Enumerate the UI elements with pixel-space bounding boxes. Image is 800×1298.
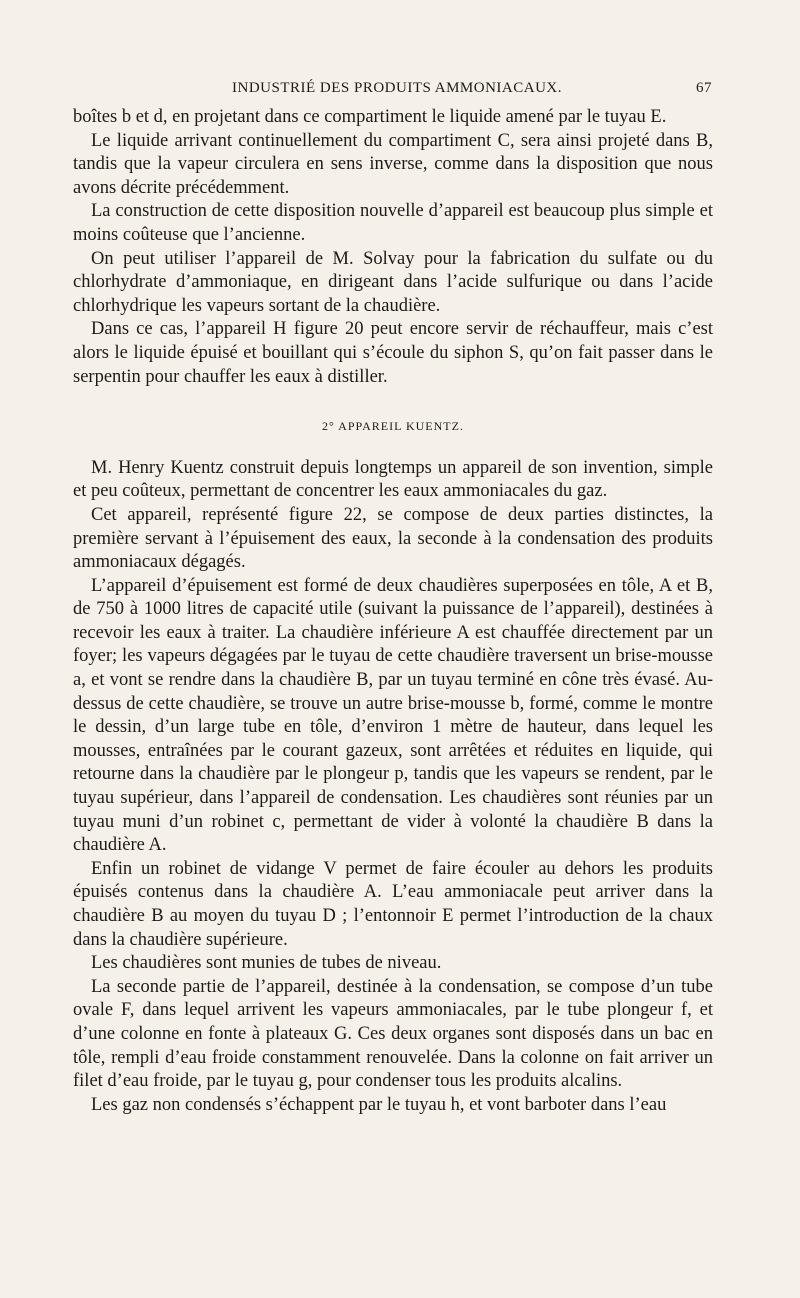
paragraph: boîtes b et d, en projetant dans ce compartiment le liquide amené par le tuyau E. — [73, 107, 667, 127]
paragraph: Le liquide arrivant continuellement du compartiment C, sera ainsi projeté dans B, tandis que la vapeur circulera en sens inverse, comme dans la disposition que nous avons décrite précédemment. — [73, 130, 713, 198]
body-text — [73, 106, 713, 1117]
paragraph: Les chaudières sont munies de tubes de niveau. — [91, 953, 442, 974]
paragraph: L’appareil d’épuisement est formé de deux chaudières superposées en tôle, A et B, de 750 à 1000 litres de capacité utile (suivant la puissance de l’appareil), destinées à recevoir les eaux à traiter. La chaudière inférieure A est chauffée directement par un foyer; les vapeurs dégagées par le tuyau de cette chaudière traversent un brise-mousse a, et vont se rendre dans la chaudière B, par un tuyau terminé en cône très évasé. Au-dessus de cette chaudière, se trouve un autre brise-mousse b, formé, comme le montre le dessin, d’un large tube en tôle, d’environ 1 mètre de hauteur, dans lequel les mousses, entraînées par le courant gazeux, sont arrêtées et réduites en liquide, qui retourne dans la chaudière par le plongeur p, tandis que les vapeurs se rendent, par le tuyau supérieur, dans l’appareil de condensation. Les chaudières sont réunies par un tuyau muni d’un robinet c, permettant de vider à volonté la chaudière B dans la chaudière A. — [73, 575, 713, 856]
paragraph: Les gaz non condensés s’échappent par le tuyau h, et vont barboter dans l’eau — [91, 1094, 667, 1115]
paragraph: M. Henry Kuentz construit depuis longtemps un appareil de son invention, simple et peu coûteux, permettant de concentrer les eaux ammoniacales du gaz. — [73, 457, 713, 502]
paragraph: Enfin un robinet de vidange V permet de faire écouler au dehors les produits épuisés contenus dans la chaudière A. L’eau ammoniacale peut arriver dans la chaudière B au moyen du tuyau D ; l’entonnoir E permet l’introduction de la chaux dans la chaudière supérieure. — [73, 858, 713, 950]
paragraph: Cet appareil, représenté figure 22, se compose de deux parties distinctes, la première servant à l’épuisement des eaux, la seconde à la condensation des produits ammoniacaux dégagés. — [73, 504, 713, 573]
page-header — [72, 78, 712, 102]
running-title: INDUSTRIÉ DES PRODUITS AMMONIACAUX. — [232, 80, 563, 96]
paragraph: On peut utiliser l’appareil de M. Solvay pour la fabrication du sulfate ou du chlorhydrate d’ammoniaque, en dirigeant dans l’acide sulfurique ou dans l’acide chlorhydrique les vapeurs sortant de la chaudière. — [73, 248, 713, 316]
paragraph: La construction de cette disposition nouvelle d’appareil est beaucoup plus simple et moins coûteuse que l’ancienne. — [73, 201, 713, 245]
paragraph: Dans ce cas, l’appareil H figure 20 peut encore servir de réchauffeur, mais c’est alors le liquide épuisé et bouillant qui s’écoule du siphon S, qu’on fait passer dans le serpentin pour chauffer les eaux à distiller. — [73, 319, 713, 387]
paragraph: La seconde partie de l’appareil, destinée à la condensation, se compose d’un tube ovale F, dans lequel arrivent les vapeurs ammoniacales, par le tube plongeur f, et d’une colonne en fonte à plateaux G. Ces deux organes sont disposés dans un bac en tôle, rempli d’eau froide constamment renouvelée. Dans la colonne on fait arriver un filet d’eau froide, par le tuyau g, pour condenser tous les produits alcalins. — [73, 976, 713, 1092]
section-heading: 2° APPAREIL KUENTZ. — [322, 419, 464, 434]
page-number: 67 — [696, 80, 712, 96]
